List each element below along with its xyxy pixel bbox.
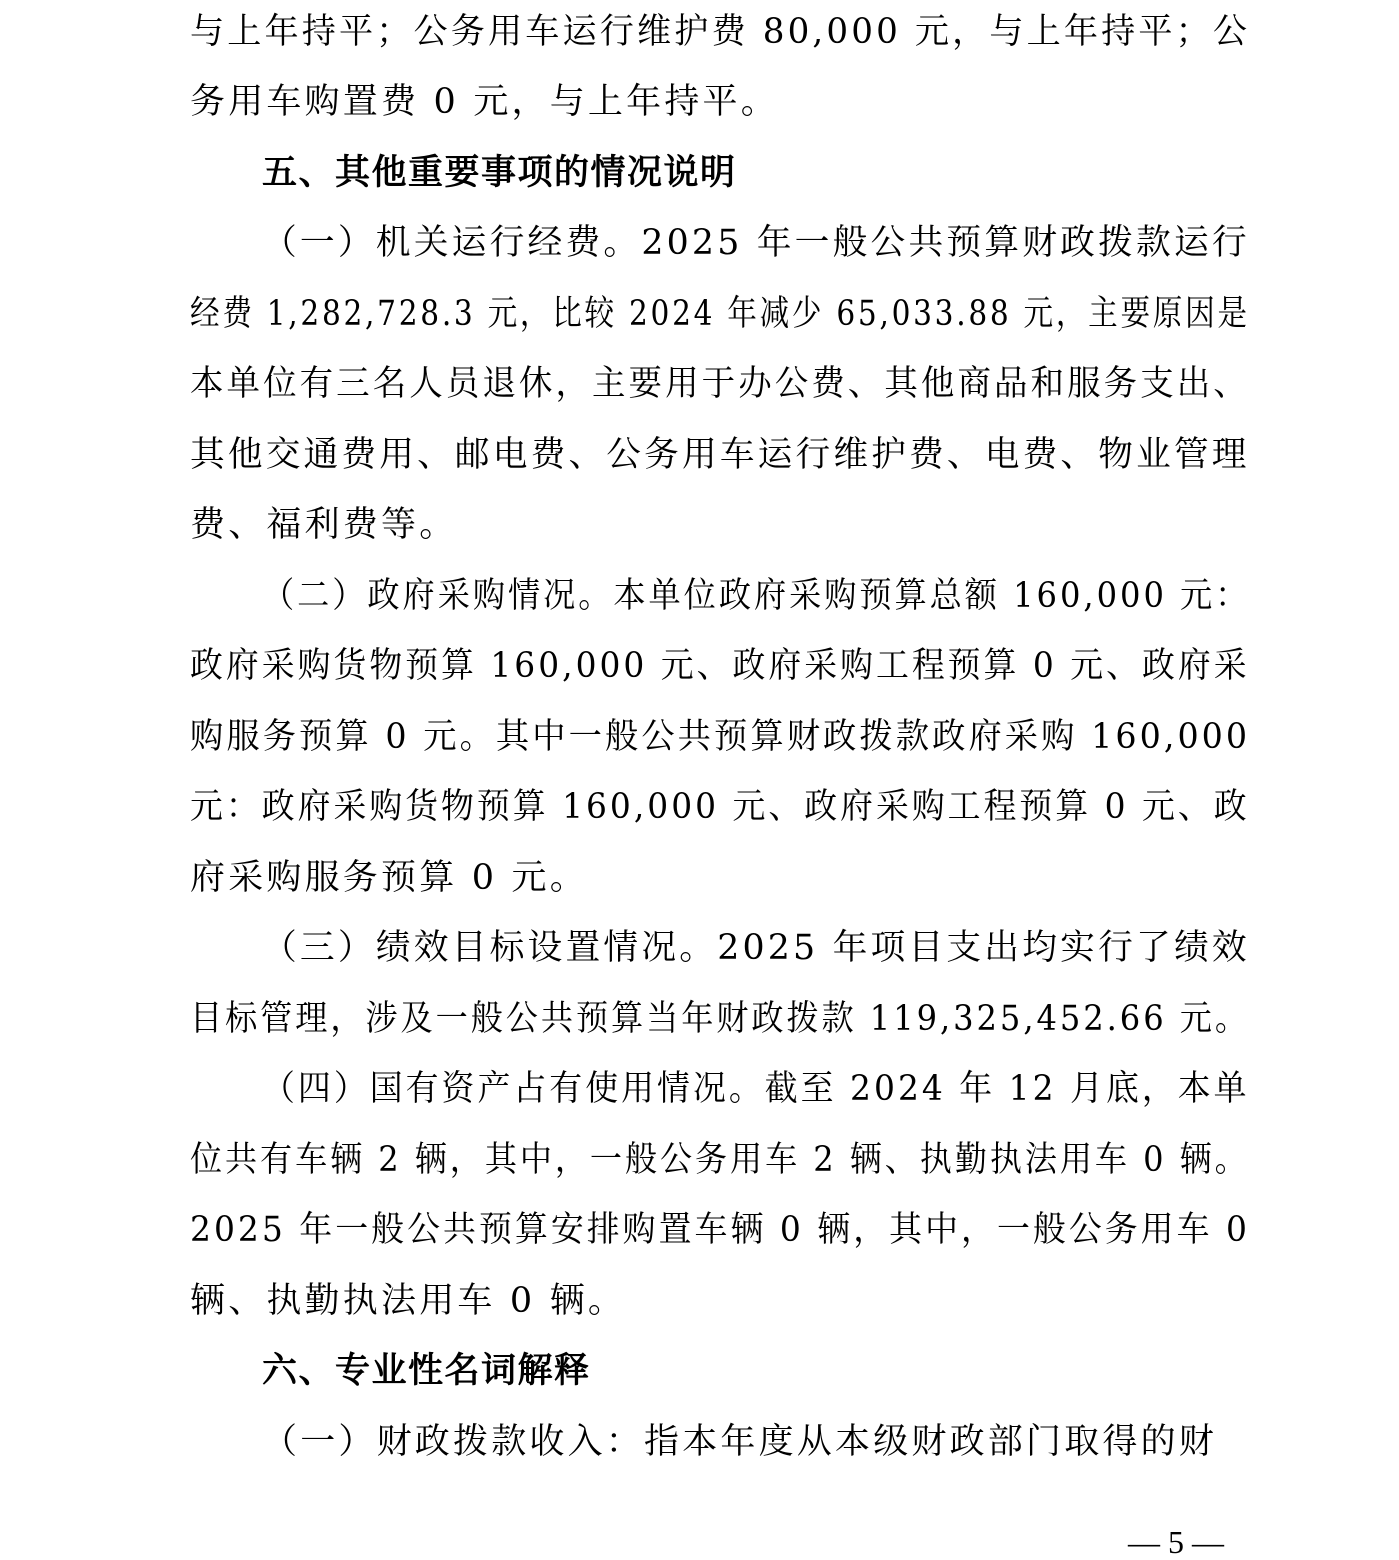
text-line: 位共有车辆 2 辆，其中，一般公务用车 2 辆、执勤执法用车 0 辆。 [190, 1140, 1250, 1180]
text-line: 经费 1,282,728.3 元，比较 2024 年减少 65,033.88 元，主要原因是 [190, 294, 1250, 334]
page-number: — 5 — [1128, 1524, 1224, 1560]
text-line: （三）绩效目标设置情况。2025 年项目支出均实行了绩效 [262, 928, 1250, 968]
text-line: 目标管理，涉及一般公共预算当年财政拨款 119,325,452.66 元。 [190, 999, 1250, 1039]
text-line: 元：政府采购货物预算 160,000 元、政府采购工程预算 0 元、政 [190, 787, 1250, 827]
text-line: 购服务预算 0 元。其中一般公共预算财政拨款政府采购 160,000 [190, 717, 1251, 757]
section-heading: 六、专业性名词解释 [262, 1351, 591, 1391]
text-line: （二）政府采购情况。本单位政府采购预算总额 160,000 元： [262, 576, 1251, 616]
text-line: （四）国有资产占有使用情况。截至 2024 年 12 月底，本单 [262, 1069, 1250, 1109]
text-line: 其他交通费用、邮电费、公务用车运行维护费、电费、物业管理 [190, 435, 1250, 475]
text-line: 辆、执勤执法用车 0 辆。 [190, 1281, 627, 1321]
text-line: 务用车购置费 0 元，与上年持平。 [190, 82, 779, 122]
text-line: （一）财政拨款收入：指本年度从本级财政部门取得的财 [262, 1422, 1218, 1462]
text-line: 本单位有三名人员退休，主要用于办公费、其他商品和服务支出、 [190, 364, 1250, 404]
text-line: 费、福利费等。 [190, 505, 458, 545]
text-line: （一）机关运行经费。2025 年一般公共预算财政拨款运行 [262, 223, 1250, 263]
text-line: 府采购服务预算 0 元。 [190, 858, 588, 898]
section-heading: 五、其他重要事项的情况说明 [262, 153, 737, 193]
text-line: 政府采购货物预算 160,000 元、政府采购工程预算 0 元、政府采 [190, 646, 1250, 686]
text-line: 与上年持平；公务用车运行维护费 80,000 元，与上年持平；公 [190, 12, 1251, 52]
text-line: 2025 年一般公共预算安排购置车辆 0 辆，其中，一般公务用车 0 [190, 1210, 1250, 1250]
